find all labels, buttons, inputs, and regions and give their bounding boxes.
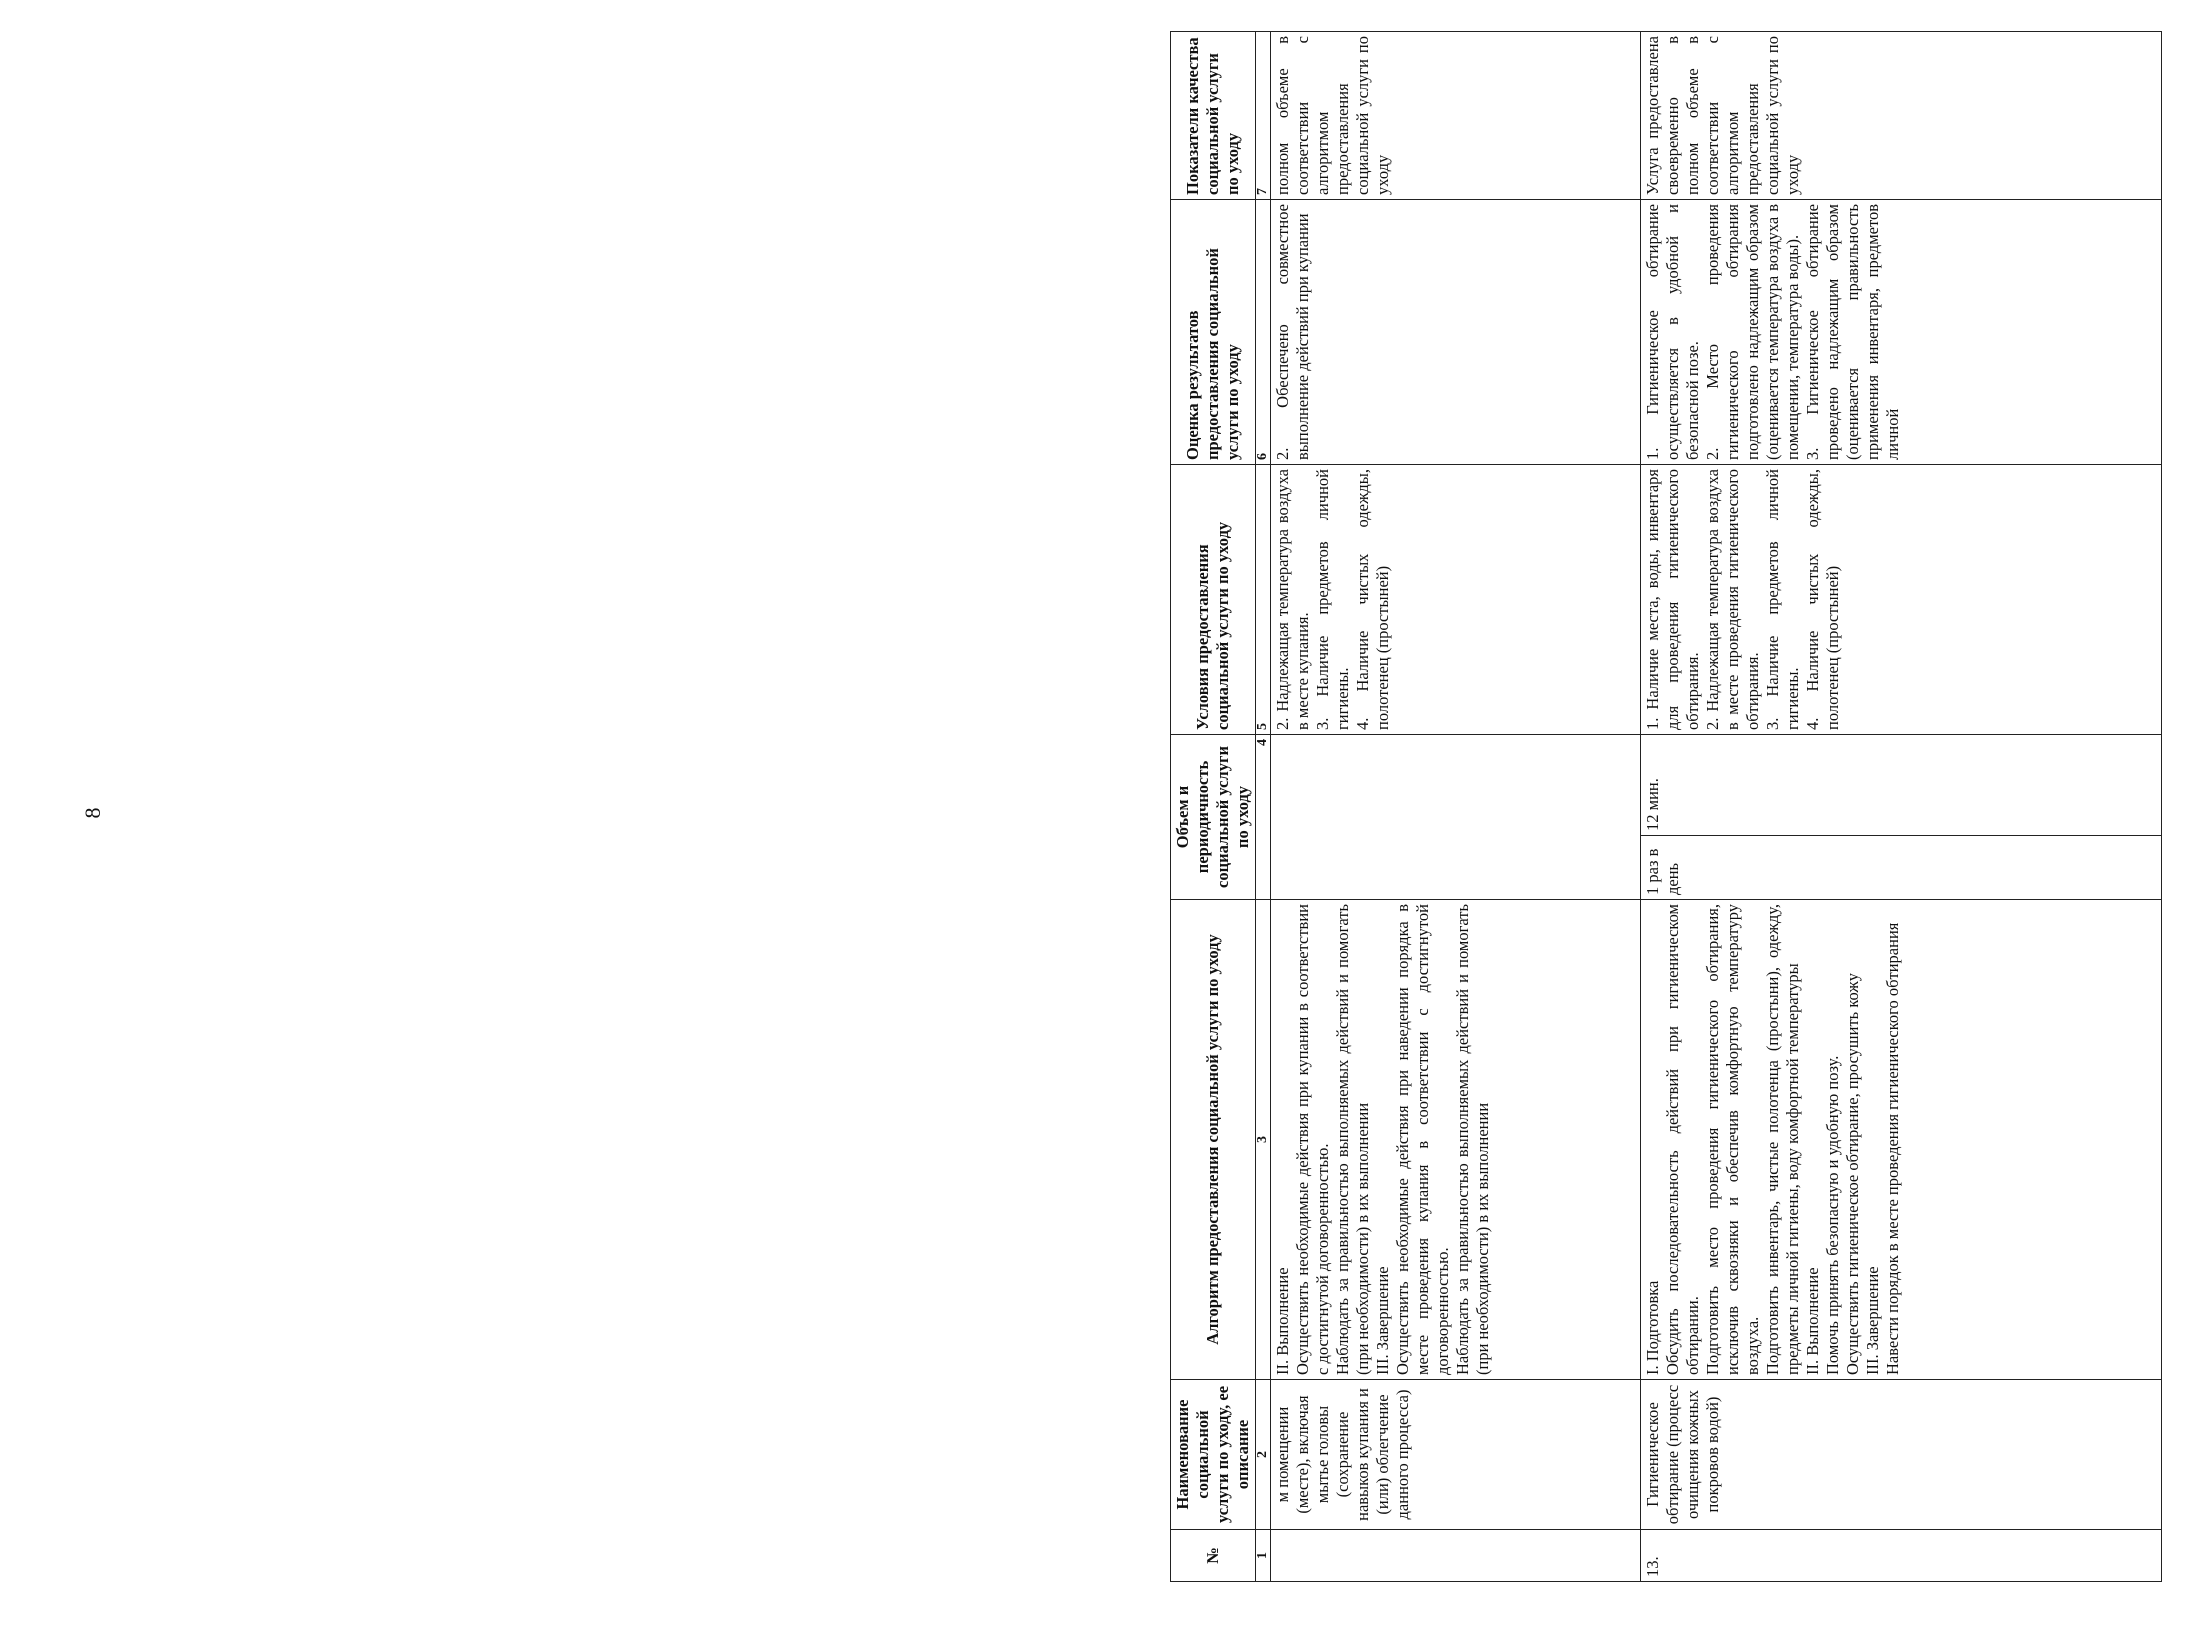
- algorithm-line: Осуществить необходимые действия при купании в соответствии с достигнутой договоренностью.: [1293, 904, 1332, 1375]
- condition-line: 3. Наличие предметов личной гигиены.: [1763, 469, 1802, 730]
- condition-line: 1. Наличие места, воды, инвентаря для проведения гигиенического обтирания.: [1643, 469, 1702, 730]
- header-name: Наименование социальной услуги по уходу, ее описание: [1171, 1380, 1256, 1530]
- algorithm-line: Навести порядок в месте проведения гигиенического обтирания: [1883, 922, 1902, 1375]
- algorithm-line: II. Выполнение: [1273, 1267, 1292, 1375]
- algorithm-line: III. Завершение: [1373, 1266, 1392, 1375]
- col-number: 1: [1256, 1530, 1271, 1582]
- header-conditions: Условия предоставления социальной услуги по уходу: [1171, 465, 1256, 735]
- service-frequency: 1 раз в день: [1641, 835, 2161, 899]
- service-name: м помещении (месте), включая мытье головы (сохранение навыков купания и (или) облегчение данного процесса): [1271, 1380, 1641, 1530]
- service-volume-cell: [1641, 735, 2162, 900]
- service-algorithm: [1271, 900, 1641, 1380]
- algorithm-line: Обсудить последовательность действий при гигиеническом обтирании.: [1663, 904, 1702, 1375]
- header-algorithm: Алгоритм предоставления социальной услуги по уходу: [1171, 900, 1256, 1380]
- row-number: [1271, 1530, 1641, 1582]
- service-volume: 12 мин.: [1643, 778, 1662, 831]
- header-assessment: Оценка результатов предоставления социальной услуги по уходу: [1171, 200, 1256, 465]
- col-number: 6: [1256, 200, 1271, 465]
- row-number: 13.: [1641, 1530, 2162, 1582]
- condition-line: 2. Надлежащая температура воздуха в месте купания.: [1273, 469, 1312, 730]
- algorithm-line: Помочь принять безопасную и удобную позу.: [1823, 1055, 1842, 1375]
- table-row: [1641, 32, 2162, 1582]
- service-volume: [1271, 735, 1641, 900]
- algorithm-line: I. Подготовка: [1643, 1280, 1662, 1375]
- header-row: [1171, 32, 1256, 1582]
- service-assessment: [1271, 200, 1641, 465]
- services-table: [1170, 31, 2162, 1582]
- rotated-table-container: [1170, 32, 2190, 1582]
- algorithm-line: II. Выполнение: [1803, 1267, 1822, 1375]
- col-number: 4: [1256, 735, 1271, 900]
- algorithm-line: Подготовить инвентарь, чистые полотенца (простыни), одежду, предметы личной гигиены, воду комфортной температуры: [1763, 904, 1802, 1375]
- service-name: Гигиеническое обтирание (процесс очищения кожных покровов водой): [1641, 1380, 2162, 1530]
- condition-line: 4. Наличие чистых одежды, полотенец (простыней): [1803, 469, 1842, 730]
- algorithm-line: III. Завершение: [1863, 1266, 1882, 1375]
- col-number: 2: [1256, 1380, 1271, 1530]
- condition-line: 2. Надлежащая температура воздуха в месте проведения гигиенического обтирания.: [1703, 469, 1762, 730]
- service-algorithm: [1641, 900, 2162, 1380]
- algorithm-line: Наблюдать за правильностью выполняемых действий и помогать (при необходимости) в их выполнении: [1333, 904, 1372, 1375]
- condition-line: 3. Наличие предметов личной гигиены.: [1313, 469, 1352, 730]
- algorithm-line: Подготовить место проведения гигиенического обтирания, исключив сквозняки и обеспечив комфортную температуру воздуха.: [1703, 904, 1762, 1375]
- col-number: 5: [1256, 465, 1271, 735]
- page-number: 8: [80, 807, 105, 819]
- header-num: №: [1171, 1530, 1256, 1582]
- service-quality: полном объеме в соответствии с алгоритмом предоставления социальной услуги по уходу: [1271, 32, 1641, 200]
- service-conditions: [1641, 465, 2162, 735]
- col-number: 3: [1256, 900, 1271, 1380]
- service-conditions: [1271, 465, 1641, 735]
- algorithm-line: Осуществить необходимые действия при наведении порядка в месте проведения купания в соответствии с достигнутой договоренностью.: [1393, 904, 1452, 1375]
- condition-line: 4. Наличие чистых одежды, полотенец (простыней): [1353, 469, 1392, 730]
- col-number: 7: [1256, 32, 1271, 200]
- service-quality: Услуга предоставлена своевременно в полном объеме в соответствии с алгоритмом предоставления социальной услуги по уходу: [1641, 32, 2162, 200]
- header-volume: Объем и периодичность социальной услуги по уходу: [1171, 735, 1256, 900]
- algorithm-line: Наблюдать за правильностью выполняемых действий и помогать (при необходимости) в их выполнении: [1453, 904, 1492, 1375]
- assessment-line: 2. Место проведения гигиенического обтирания подготовлено надлежащим образом (оценивается температура воздуха в помещении, температура воды).: [1703, 204, 1802, 460]
- service-assessment: [1641, 200, 2162, 465]
- table-row: [1271, 32, 1641, 1582]
- assessment-line: 1. Гигиеническое обтирание осуществляется в удобной и безопасной позе.: [1643, 204, 1702, 460]
- assessment-line: 2. Обеспечено совместное выполнение действий при купании: [1273, 204, 1312, 460]
- assessment-line: 3. Гигиеническое обтирание проведено надлежащим образом (оценивается правильность применения инвентаря, предметов личной: [1803, 204, 1902, 460]
- algorithm-line: Осуществить гигиеническое обтирание, просушить кожу: [1843, 973, 1862, 1375]
- column-number-row: [1256, 32, 1271, 1582]
- header-quality: Показатели качества социальной услуги по уходу: [1171, 32, 1256, 200]
